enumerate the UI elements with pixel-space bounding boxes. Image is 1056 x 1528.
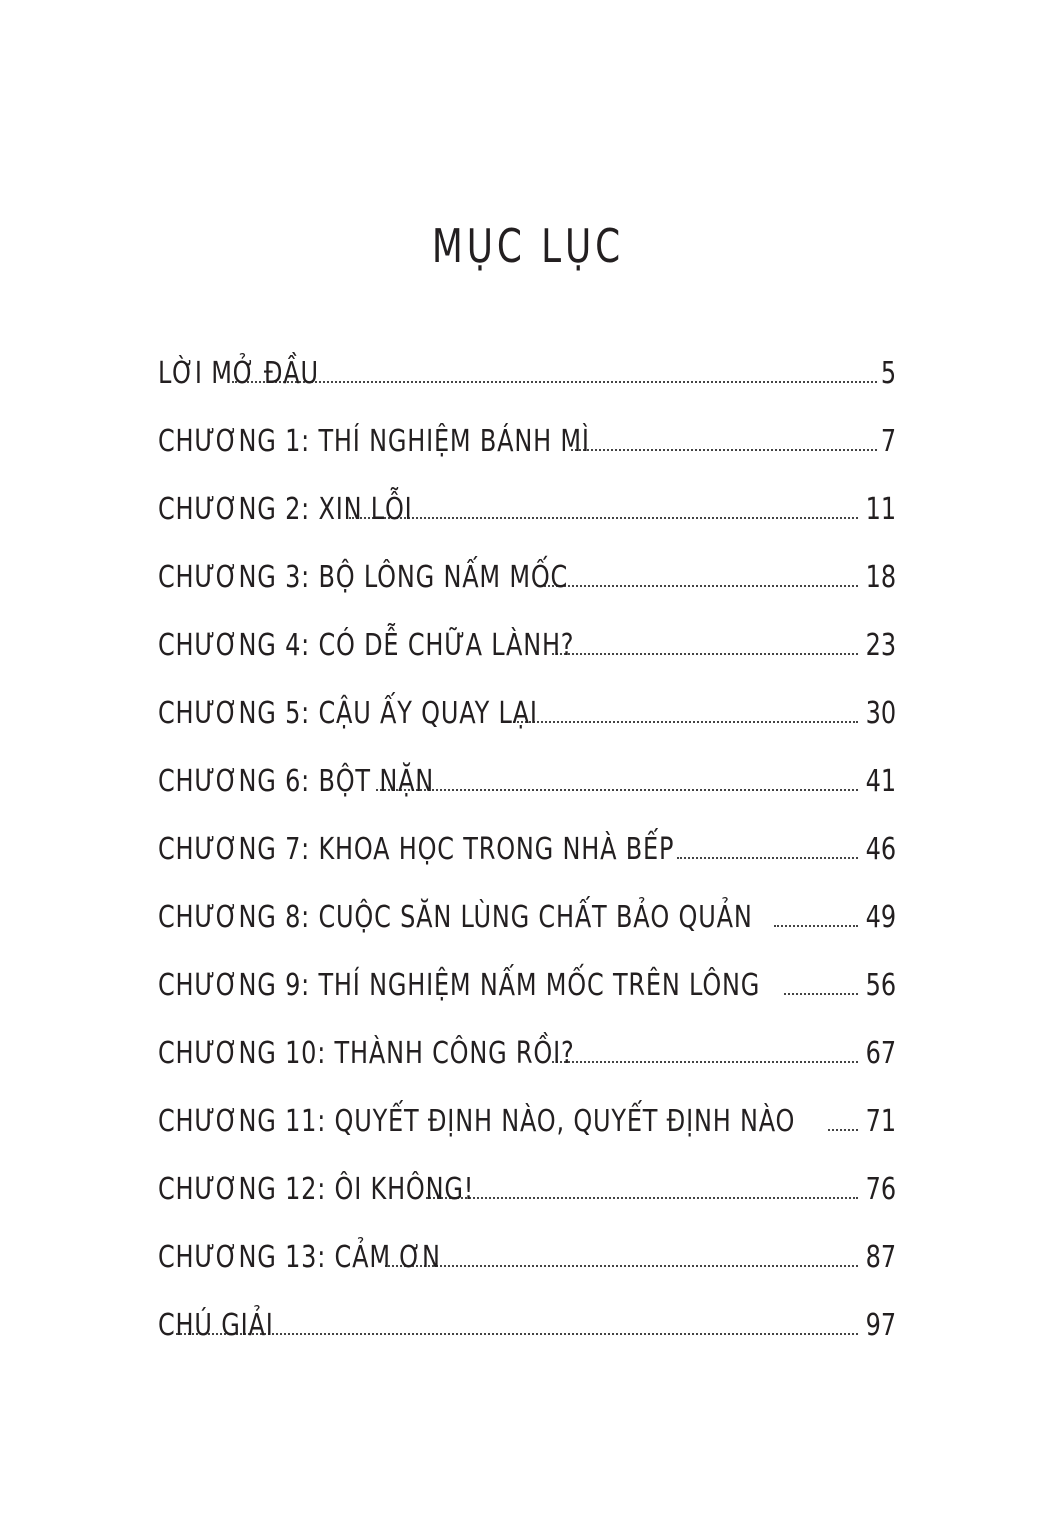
dot-leader [571, 449, 877, 451]
toc-entry-page: 56 [865, 968, 896, 1003]
dot-leader [552, 1061, 858, 1063]
toc-entry[interactable] [158, 1018, 896, 1086]
toc-entry-page: 71 [865, 1104, 896, 1139]
dot-leader [828, 1129, 858, 1131]
toc-entry[interactable] [158, 746, 896, 814]
toc-entry-page: 46 [865, 832, 896, 867]
toc-entry-label: CHƯƠNG 9: THÍ NGHIỆM NẤM MỐC TRÊN LÔNG [158, 968, 761, 1003]
toc-entry[interactable] [158, 950, 896, 1018]
toc-entry-label: CHƯƠNG 4: CÓ DỄ CHỮA LÀNH? [158, 628, 575, 663]
dot-leader [506, 721, 858, 723]
toc-entry-label: CHƯƠNG 1: THÍ NGHIỆM BÁNH MÌ [158, 424, 590, 459]
toc-entry-label: CHƯƠNG 5: CẬU ẤY QUAY LẠI [158, 696, 538, 731]
dot-leader [774, 925, 857, 927]
toc-entry[interactable] [158, 882, 896, 950]
toc-entry-page: 41 [865, 764, 896, 799]
dot-leader [784, 993, 858, 995]
toc-entry-label: LỜI MỞ ĐẦU [158, 356, 319, 391]
toc-entry-label: CHƯƠNG 7: KHOA HỌC TRONG NHÀ BẾP [158, 832, 675, 867]
toc-entry-label: CHƯƠNG 13: CẢM ƠN [158, 1240, 441, 1275]
toc-entry-page: 76 [865, 1172, 896, 1207]
toc-entry-page: 49 [865, 900, 896, 935]
toc-entry-page: 67 [865, 1036, 896, 1071]
toc-entry-label: CHƯƠNG 2: XIN LỖI [158, 492, 413, 527]
toc-entry[interactable] [158, 542, 896, 610]
toc-entry[interactable] [158, 1154, 896, 1222]
dot-leader [376, 789, 858, 791]
toc-entry-page: 18 [865, 560, 896, 595]
toc-entry[interactable] [158, 1222, 896, 1290]
toc-entry[interactable] [158, 814, 896, 882]
toc-entry-page: 11 [865, 492, 896, 527]
toc-entry[interactable] [158, 338, 896, 406]
toc-entry-page: 23 [865, 628, 896, 663]
dot-leader [232, 381, 877, 383]
toc-entry-label: CHƯƠNG 11: QUYẾT ĐỊNH NÀO, QUYẾT ĐỊNH NÀO [158, 1104, 796, 1139]
toc-entry[interactable] [158, 406, 896, 474]
toc-entry-page: 30 [865, 696, 896, 731]
dot-leader [385, 1265, 858, 1267]
toc-entry-label: CHƯƠNG 12: ÔI KHÔNG! [158, 1172, 475, 1207]
toc-entry-label: CHƯƠNG 3: BỘ LÔNG NẤM MỐC [158, 560, 569, 595]
dot-leader [349, 517, 857, 519]
toc-entry-page: 87 [865, 1240, 896, 1275]
dot-leader [426, 1197, 857, 1199]
toc-entry-label: CHƯƠNG 8: CUỘC SĂN LÙNG CHẤT BẢO QUẢN [158, 900, 753, 935]
toc-entry[interactable] [158, 474, 896, 542]
table-of-contents [158, 338, 896, 1358]
page-title: MỤC LỤC [431, 218, 625, 273]
toc-entry-page: 5 [880, 356, 896, 391]
dot-leader [176, 1333, 858, 1335]
toc-entry-label: CHÚ GIẢI [158, 1308, 274, 1343]
toc-entry-label: CHƯƠNG 10: THÀNH CÔNG RỒI? [158, 1036, 575, 1071]
dot-leader [544, 585, 858, 587]
dot-leader [552, 653, 858, 655]
toc-entry[interactable] [158, 610, 896, 678]
toc-entry[interactable] [158, 1290, 896, 1358]
toc-entry[interactable] [158, 678, 896, 746]
toc-entry-page: 97 [865, 1308, 896, 1343]
toc-entry-label: CHƯƠNG 6: BỘT NẶN [158, 764, 435, 799]
toc-entry-page: 7 [880, 424, 896, 459]
toc-entry[interactable] [158, 1086, 896, 1154]
dot-leader [677, 857, 858, 859]
